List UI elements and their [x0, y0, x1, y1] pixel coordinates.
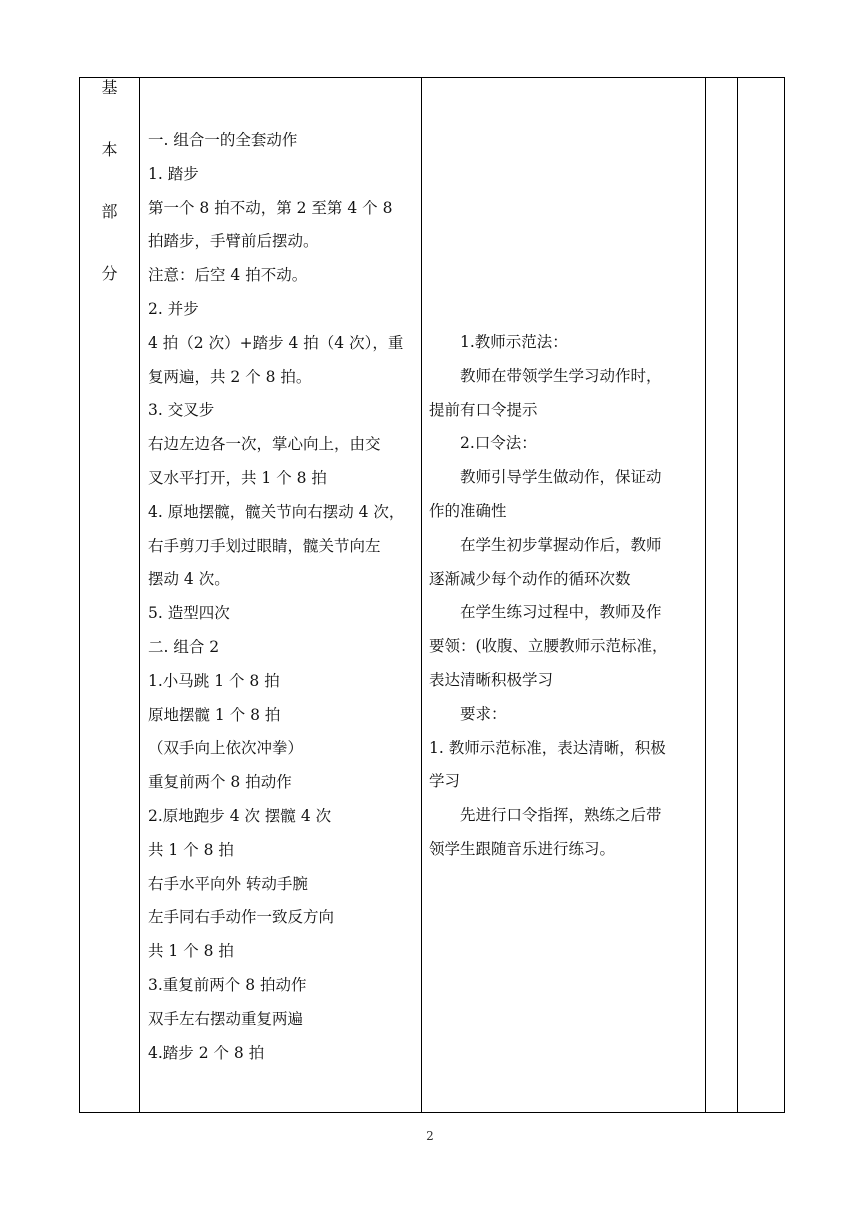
- teaching-content-cell: [140, 78, 422, 1113]
- content-line: 4 拍（2 次）+踏步 4 拍（4 次），重: [148, 333, 404, 352]
- content-line: 2. 并步: [148, 299, 199, 318]
- content-line: 第一个 8 拍不动，第 2 至第 4 个 8: [148, 198, 393, 217]
- page-number: 2: [426, 1129, 434, 1143]
- content-line: 复两遍，共 2 个 8 拍。: [148, 367, 312, 386]
- content-line: 2.原地跑步 4 次 摆髋 4 次: [148, 806, 332, 825]
- content-line: 一. 组合一的全套动作: [148, 131, 298, 149]
- content-line: 摆动 4 次。: [148, 570, 230, 589]
- method-line: 逐渐减少每个动作的循环次数: [429, 569, 631, 588]
- content-line: 二. 组合 2: [148, 637, 220, 656]
- lesson-plan-table: [79, 77, 785, 1113]
- content-line: 5. 造型四次: [148, 604, 230, 623]
- section-char: 部: [101, 202, 118, 221]
- content-line: 1.小马跳 1 个 8 拍: [148, 671, 280, 690]
- method-line: 在学生初步掌握动作后，教师: [460, 535, 662, 554]
- section-char: 本: [101, 140, 118, 159]
- section-label-cell: [80, 78, 140, 1113]
- method-line: 领学生跟随音乐进行练习。: [429, 839, 616, 858]
- method-line: 学习: [429, 772, 461, 791]
- content-line: 4.踏步 2 个 8 拍: [148, 1043, 265, 1062]
- content-line: 右手水平向外 转动手腕: [148, 874, 308, 893]
- content-line: 注意：后空 4 拍不动。: [148, 266, 308, 285]
- section-char: 基: [101, 78, 118, 97]
- table-row: [80, 78, 785, 1113]
- method-line: 提前有口令提示: [429, 400, 538, 419]
- content-line: （双手向上依次冲拳）: [148, 739, 304, 758]
- method-line: 教师在带领学生学习动作时，: [460, 366, 662, 385]
- content-line: 1. 踏步: [148, 164, 199, 183]
- empty-cell: [738, 78, 785, 1113]
- content-line: 原地摆髋 1 个 8 拍: [148, 705, 281, 724]
- method-line: 要领：(收腹、立腰教师示范标准，: [429, 637, 668, 656]
- content-line: 拍踏步，手臂前后摆动。: [148, 232, 319, 251]
- content-line: 3. 交叉步: [148, 401, 215, 420]
- section-char: 分: [101, 264, 118, 283]
- method-line: 1. 教师示范标准，表达清晰，积极: [429, 738, 666, 757]
- content-line: 左手同右手动作一致反方向: [148, 908, 335, 927]
- content-line: 重复前两个 8 拍动作: [148, 773, 292, 792]
- content-line: 3.重复前两个 8 拍动作: [148, 975, 307, 994]
- method-line: 教师引导学生做动作，保证动: [460, 468, 662, 487]
- content-line: 右边左边各一次，掌心向上，由交: [148, 435, 381, 454]
- teaching-method: [422, 78, 705, 871]
- content-line: 共 1 个 8 拍: [148, 840, 234, 859]
- method-line: 2.口令法：: [460, 434, 537, 453]
- teaching-method-cell: [422, 78, 706, 1113]
- method-line: 作的准确性: [429, 501, 507, 520]
- content-line: 共 1 个 8 拍: [148, 942, 234, 961]
- method-line: 在学生练习过程中，教师及作: [460, 603, 662, 622]
- empty-cell: [706, 78, 738, 1113]
- section-label: [80, 78, 139, 284]
- method-line: 先进行口令指挥，熟练之后带: [460, 806, 662, 825]
- content-line: 右手剪刀手划过眼睛，髋关节向左: [148, 536, 381, 555]
- method-line: 要求：: [460, 704, 507, 723]
- content-line: 叉水平打开，共 1 个 8 拍: [148, 468, 327, 487]
- method-line: 1.教师示范法：: [460, 333, 568, 351]
- content-line: 双手左右摆动重复两遍: [148, 1009, 304, 1028]
- content-line: 4. 原地摆髋，髋关节向右摆动 4 次，: [148, 502, 405, 521]
- teaching-content: [140, 78, 421, 1074]
- method-line: 表达清晰积极学习: [429, 670, 554, 689]
